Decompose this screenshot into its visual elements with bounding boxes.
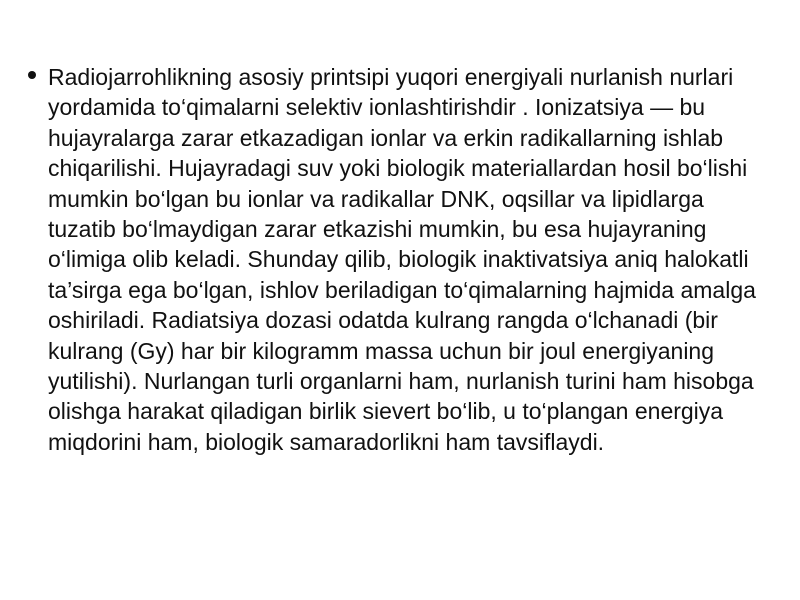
bullet-text: Radiojarrohlikning asosiy printsipi yuqori energiyali nurlanish nurlari yordamida to‘qimalarni selektiv ionlashtirishdir . Ionizatsiya — bu hujayralarga zarar etkazadigan ionlar va erkin radikallarning ishlab chiqarilishi. Hujayradagi suv yoki biologik materiallardan hosil bo‘lishi mumkin bo‘lgan bu ionlar va radikallar DNK, oqsillar va lipidlarga tuzatib bo‘lmaydigan zarar etkazishi mumkin, bu esa hujayraning o‘limiga olib keladi. Shunday qilib, biologik inaktivatsiya aniq halokatli ta’sirga ega bo‘lgan, ishlov beriladigan to‘qimalarning hajmida amalga oshiriladi. Radiatsiya dozasi odatda kulrang rangda o‘lchanadi (bir kulrang (Gy) har bir kilogramm massa uchun bir joul energiyaning yutilishi). Nurlangan turli organlarni ham, nurlanish turini ham hisobga olishga harakat qiladigan birlik sievert bo‘lib, u to‘plangan energiya miqdorini ham, biologik samaradorlikni ham tavsiflaydi.	[48, 64, 756, 455]
bullet-item	[28, 62, 776, 457]
bullet-list	[28, 62, 776, 457]
bullet-dot-icon	[28, 71, 36, 79]
